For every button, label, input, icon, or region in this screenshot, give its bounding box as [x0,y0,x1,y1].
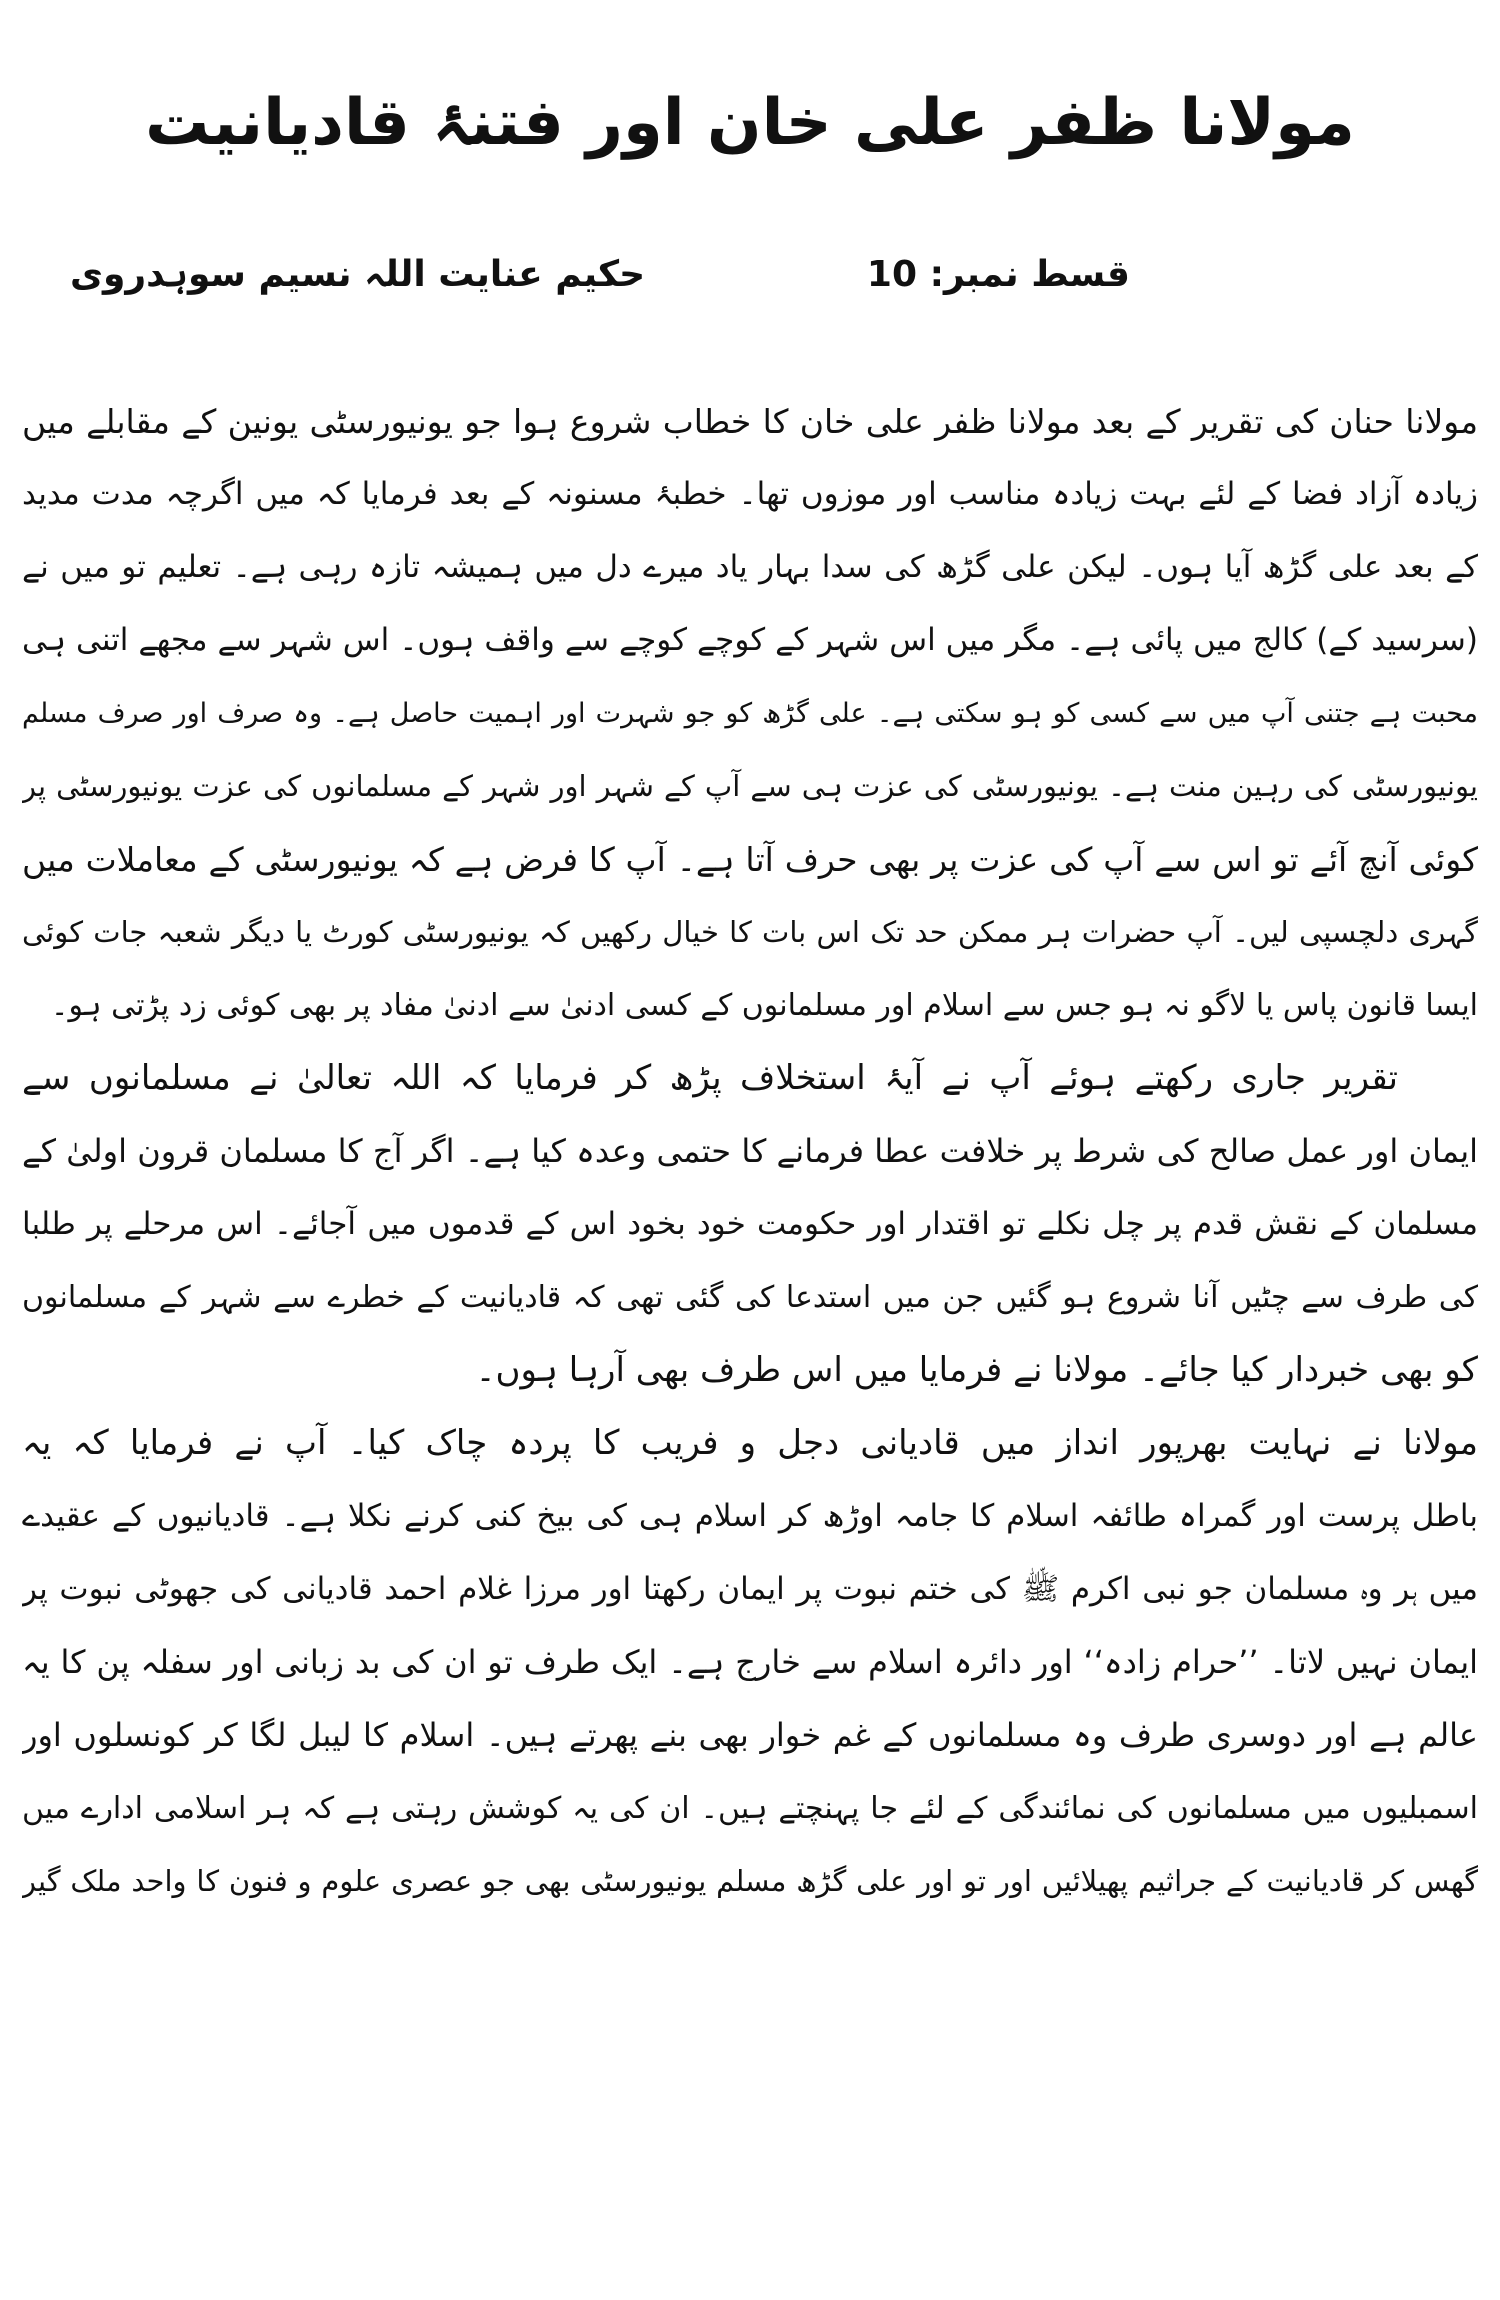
byline [70,245,1430,305]
author-name: حکیم عنایت اللہ نسیم سوہدروی [70,254,646,295]
text-line: (سرسید کے) کالج میں پائی ہے۔ مگر میں اس شہر کے کوچے کوچے سے واقف ہوں۔ اس شہر سے مجھے اتنی ہی [22,622,1478,658]
text-line: مولانا نے نہایت بھرپور انداز میں قادیانی دجل و فریب کا پردہ چاک کیا۔ آپ نے فرمایا کہ یہ [22,1423,1478,1463]
text-line: گہری دلچسپی لیں۔ آپ حضرات ہر ممکن حد تک اس بات کا خیال رکھیں کہ یونیورسٹی کورٹ یا دیگر شعبہ جات کوئی [22,915,1478,949]
text-line: مسلمان کے نقش قدم پر چل نکلے تو اقتدار اور حکومت خود بخود اس کے قدموں میں آجائے۔ اس مرحلے پر طلبا [22,1206,1478,1242]
text-line: ایمان نہیں لاتا۔ ’’حرام زادہ‘‘ اور دائرہ اسلام سے خارج ہے۔ ایک طرف تو ان کی بد زبانی اور سفلہ پن کا یہ [22,1643,1478,1681]
text-line: میں ہر وہ مسلمان جو نبی اکرم ﷺ کی ختم نبوت پر ایمان رکھتا اور مرزا غلام احمد قادیانی کی جھوٹی نبوت پر [22,1571,1478,1607]
text-line: اسمبلیوں میں مسلمانوں کی نمائندگی کے لئے جا پہنچتے ہیں۔ ان کی یہ کوشش رہتی ہے کہ ہر اسلامی ادارے میں [22,1791,1478,1826]
text-line: یونیورسٹی کی رہین منت ہے۔ یونیورسٹی کی عزت ہی سے آپ کے شہر اور شہر کے مسلمانوں کی عزت یونیورسٹی پر [22,769,1478,803]
text-line: ایسا قانون پاس یا لاگو نہ ہو جس سے اسلام اور مسلمانوں کے کسی ادنیٰ سے ادنیٰ مفاد پر بھی کوئی زد پڑتی ہو۔ [50,988,1478,1023]
text-line: کوئی آنچ آئے تو اس سے آپ کی عزت پر بھی حرف آتا ہے۔ آپ کا فرض ہے کہ یونیورسٹی کے معاملات میں [22,840,1478,879]
text-line: گھس کر قادیانیت کے جراثیم پھیلائیں اور تو اور علی گڑھ مسلم یونیورسٹی بھی جو عصری علوم و فنون کا واحد ملک گیر [22,1864,1478,1898]
text-line: عالم ہے اور دوسری طرف وہ مسلمانوں کے غم خوار بھی بنے پھرتے ہیں۔ اسلام کا لیبل لگا کر کونسلوں اور [22,1716,1478,1754]
text-line: کی طرف سے چٹیں آنا شروع ہو گئیں جن میں استدعا کی گئی تھی کہ قادیانیت کے خطرے سے شہر کے مسلمانوں [22,1280,1478,1315]
article-title: مولانا ظفر علی خان اور فتنۂ قادیانیت [145,86,1355,160]
article-body [22,385,1478,1918]
text-line: تقریر جاری رکھتے ہوئے آپ نے آیۂ استخلاف پڑھ کر فرمایا کہ اللہ تعالیٰ نے مسلمانوں سے [22,1058,1398,1098]
text-line: کے بعد علی گڑھ آیا ہوں۔ لیکن علی گڑھ کی سدا بہار یاد میرے دل میں ہمیشہ تازہ رہی ہے۔ تعلیم تو میں نے [22,549,1478,585]
installment-number: قسط نمبر: 10 [866,254,1130,295]
text-line: ایمان اور عمل صالح کی شرط پر خلافت عطا فرمانے کا حتمی وعدہ کیا ہے۔ اگر آج کا مسلمان قرون اولیٰ کے [22,1132,1478,1170]
text-line: محبت ہے جتنی آپ میں سے کسی کو ہو سکتی ہے۔ علی گڑھ کو جو شہرت اور اہمیت حاصل ہے۔ وہ صرف اور صرف مسلم [22,698,1478,729]
text-line: باطل پرست اور گمراہ طائفہ اسلام کا جامہ اوڑھ کر اسلام ہی کی بیخ کنی کرنے نکلا ہے۔ قادیانیوں کے عقیدے [22,1498,1478,1534]
paragraph-1 [22,385,1478,1042]
paragraph-2 [22,1042,1478,1407]
text-line: مولانا حنان کی تقریر کے بعد مولانا ظفر علی خان کا خطاب شروع ہوا جو یونیورسٹی یونین کے مقابلے میں [22,402,1478,441]
paragraph-3 [22,1407,1478,1918]
text-line: زیادہ آزاد فضا کے لئے بہت زیادہ مناسب اور موزوں تھا۔ خطبۂ مسنونہ کے بعد فرمایا کہ میں اگرچہ مدت مدید [22,476,1478,512]
text-line: کو بھی خبردار کیا جائے۔ مولانا نے فرمایا میں اس طرف بھی آرہا ہوں۔ [475,1350,1478,1390]
